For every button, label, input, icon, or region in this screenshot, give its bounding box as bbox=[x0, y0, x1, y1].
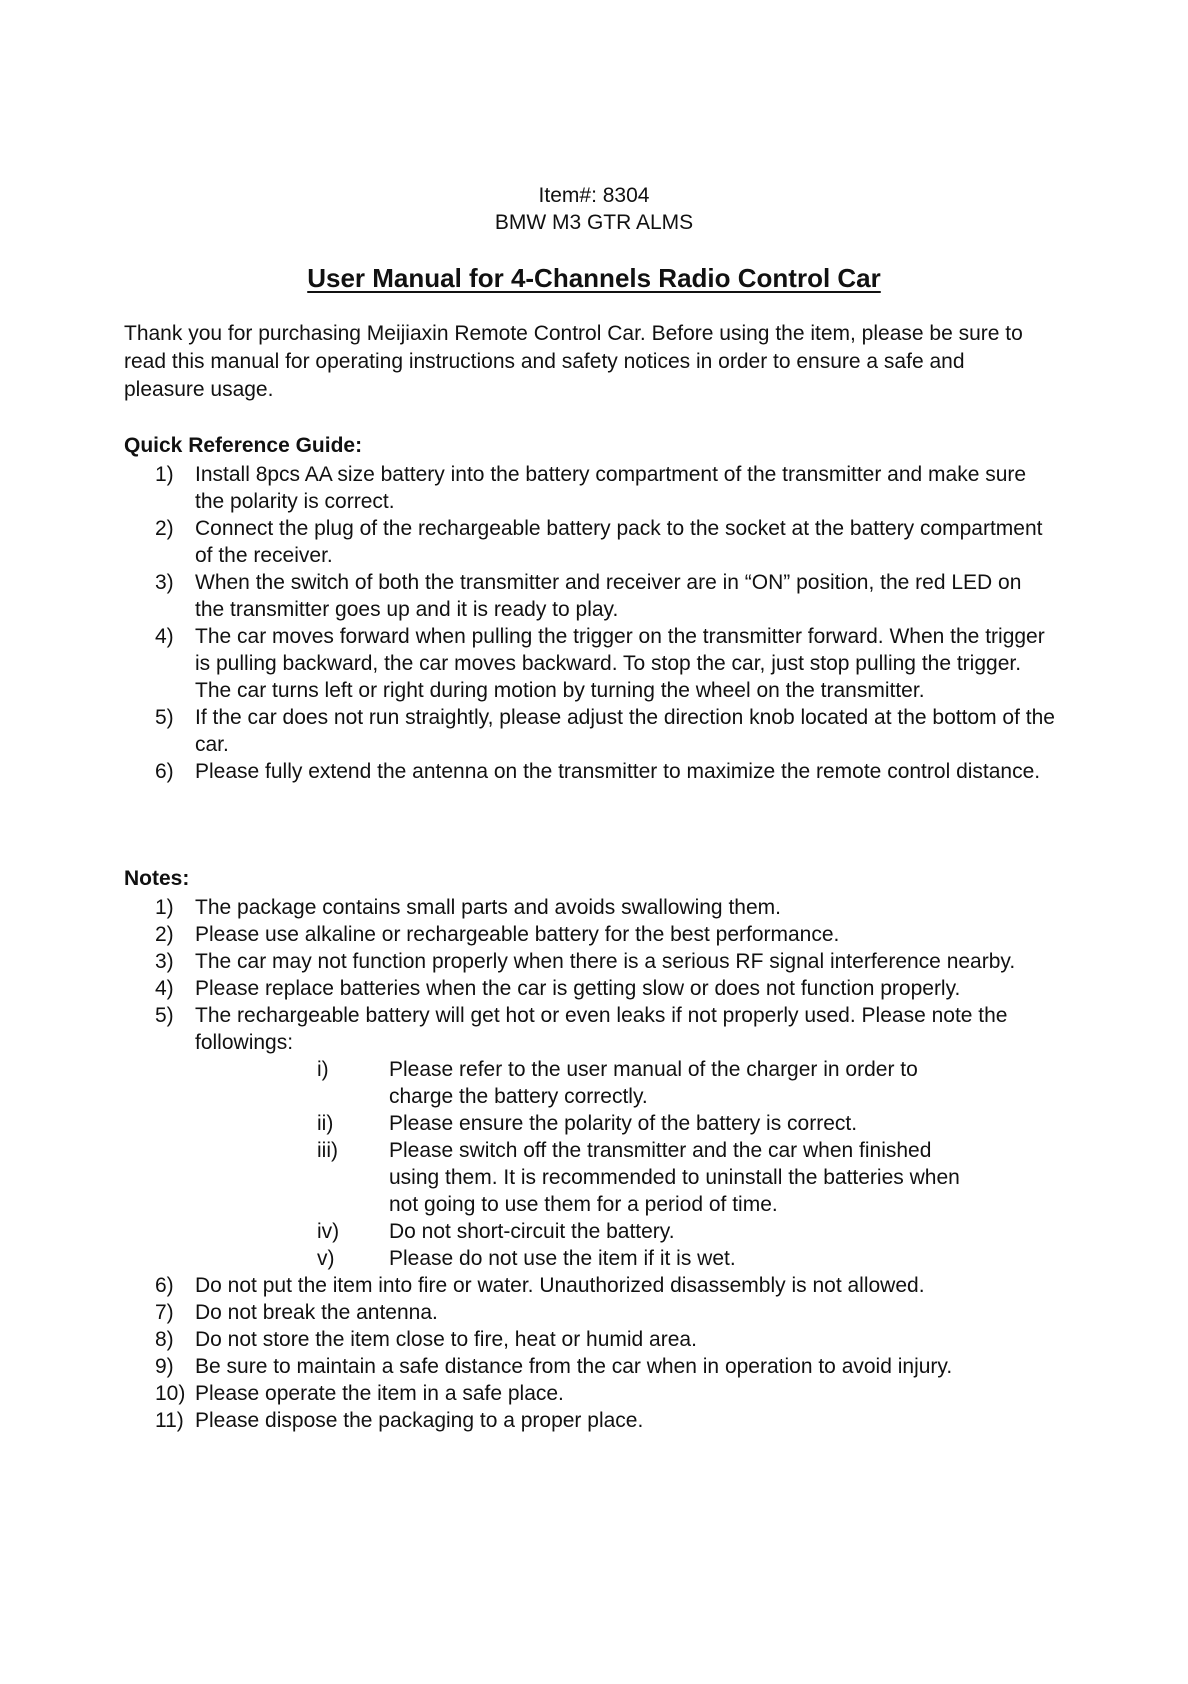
sub-item-text: Do not short-circuit the battery. bbox=[389, 1220, 675, 1243]
list-item bbox=[155, 758, 1055, 785]
list-item bbox=[155, 1299, 1055, 1326]
list-item bbox=[155, 569, 1055, 623]
sub-list-item bbox=[317, 1137, 977, 1218]
item-text: The rechargeable battery will get hot or even leaks if not properly used. Please note the followings: bbox=[195, 1004, 1008, 1054]
sub-item-text: Please switch off the transmitter and the car when finished using them. It is recommended to uninstall the batteries when not going to use them for a period of time. bbox=[389, 1139, 960, 1216]
item-text: Please fully extend the antenna on the transmitter to maximize the remote control distance. bbox=[195, 760, 1041, 783]
item-number-label: 5) bbox=[155, 706, 174, 729]
item-number-label: 11) bbox=[155, 1409, 184, 1432]
item-number-label: 2) bbox=[155, 517, 174, 540]
item-number-label: 8) bbox=[155, 1328, 174, 1351]
item-text: Install 8pcs AA size battery into the battery compartment of the transmitter and make sure the polarity is correct. bbox=[195, 463, 1027, 513]
item-number: Item#: 8304 bbox=[538, 184, 650, 207]
sub-list-item bbox=[317, 1110, 977, 1137]
intro-paragraph: Thank you for purchasing Meijiaxin Remote Control Car. Before using the item, please be sure to read this manual for operating instructions and safety notices in order to ensure a safe and pleasure usage. bbox=[124, 322, 1023, 401]
list-item bbox=[155, 1002, 1055, 1056]
item-number-label: 7) bbox=[155, 1301, 174, 1324]
item-text: Be sure to maintain a safe distance from the car when in operation to avoid injury. bbox=[195, 1355, 953, 1378]
item-number-label: 1) bbox=[155, 896, 174, 919]
sub-item-number-label: ii) bbox=[317, 1112, 334, 1135]
list-item bbox=[155, 1380, 1055, 1407]
sub-item-text: Please do not use the item if it is wet. bbox=[389, 1247, 736, 1270]
list-item bbox=[155, 1272, 1055, 1299]
item-text: The package contains small parts and avoids swallowing them. bbox=[195, 896, 781, 919]
notes-list bbox=[155, 894, 1055, 1434]
item-text: Please operate the item in a safe place. bbox=[195, 1382, 564, 1405]
item-text: Please dispose the packaging to a proper place. bbox=[195, 1409, 644, 1432]
item-text: Do not put the item into fire or water. Unauthorized disassembly is not allowed. bbox=[195, 1274, 925, 1297]
battery-sublist bbox=[317, 1056, 977, 1272]
sub-list-item bbox=[317, 1218, 977, 1245]
notes-heading: Notes: bbox=[124, 867, 190, 890]
list-item bbox=[155, 894, 1055, 921]
list-item bbox=[155, 921, 1055, 948]
sub-item-number-label: iv) bbox=[317, 1220, 340, 1243]
item-text: Please replace batteries when the car is getting slow or does not function properly. bbox=[195, 977, 961, 1000]
sub-list-item bbox=[317, 1056, 977, 1110]
list-item bbox=[155, 623, 1055, 704]
item-text: Please use alkaline or rechargeable battery for the best performance. bbox=[195, 923, 840, 946]
item-text: The car may not function properly when there is a serious RF signal interference nearby. bbox=[195, 950, 1016, 973]
item-text: Connect the plug of the rechargeable battery pack to the socket at the battery compartment of the receiver. bbox=[195, 517, 1043, 567]
item-text: The car moves forward when pulling the trigger on the transmitter forward. When the trigger is pulling backward, the car moves backward. To stop the car, just stop pulling the trigger. The car turns left or right during motion by turning the wheel on the transmitter. bbox=[195, 625, 1045, 702]
item-text: When the switch of both the transmitter and receiver are in “ON” position, the red LED on the transmitter goes up and it is ready to play. bbox=[195, 571, 1022, 621]
sub-item-number-label: v) bbox=[317, 1247, 335, 1270]
item-number-label: 6) bbox=[155, 1274, 174, 1297]
sub-item-number-label: iii) bbox=[317, 1139, 338, 1162]
list-item bbox=[155, 975, 1055, 1002]
sub-list-container bbox=[155, 1056, 1055, 1272]
quick-reference-heading: Quick Reference Guide: bbox=[124, 434, 363, 457]
list-item bbox=[155, 1326, 1055, 1353]
item-number-label: 3) bbox=[155, 571, 174, 594]
item-number-label: 6) bbox=[155, 760, 174, 783]
item-number-label: 5) bbox=[155, 1004, 174, 1027]
list-item bbox=[155, 1407, 1055, 1434]
item-text: Do not store the item close to fire, heat or humid area. bbox=[195, 1328, 697, 1351]
item-number-label: 4) bbox=[155, 977, 174, 1000]
item-number-label: 4) bbox=[155, 625, 174, 648]
page-title: User Manual for 4-Channels Radio Control Car bbox=[307, 263, 881, 293]
item-number-label: 1) bbox=[155, 463, 174, 486]
list-item bbox=[155, 948, 1055, 975]
item-text: Do not break the antenna. bbox=[195, 1301, 438, 1324]
item-number-label: 9) bbox=[155, 1355, 174, 1378]
list-item bbox=[155, 1353, 1055, 1380]
sub-list-item bbox=[317, 1245, 977, 1272]
sub-item-text: Please refer to the user manual of the charger in order to charge the battery correctly. bbox=[389, 1058, 918, 1108]
item-number-label: 10) bbox=[155, 1382, 186, 1405]
quick-reference-list bbox=[155, 461, 1055, 785]
list-item bbox=[155, 461, 1055, 515]
list-item bbox=[155, 704, 1055, 758]
item-number-label: 2) bbox=[155, 923, 174, 946]
model-name: BMW M3 GTR ALMS bbox=[494, 211, 694, 234]
item-number-label: 3) bbox=[155, 950, 174, 973]
list-item bbox=[155, 515, 1055, 569]
sub-item-number-label: i) bbox=[317, 1058, 329, 1081]
item-text: If the car does not run straightly, please adjust the direction knob located at the bottom of the car. bbox=[195, 706, 1055, 756]
sub-item-text: Please ensure the polarity of the battery is correct. bbox=[389, 1112, 858, 1135]
